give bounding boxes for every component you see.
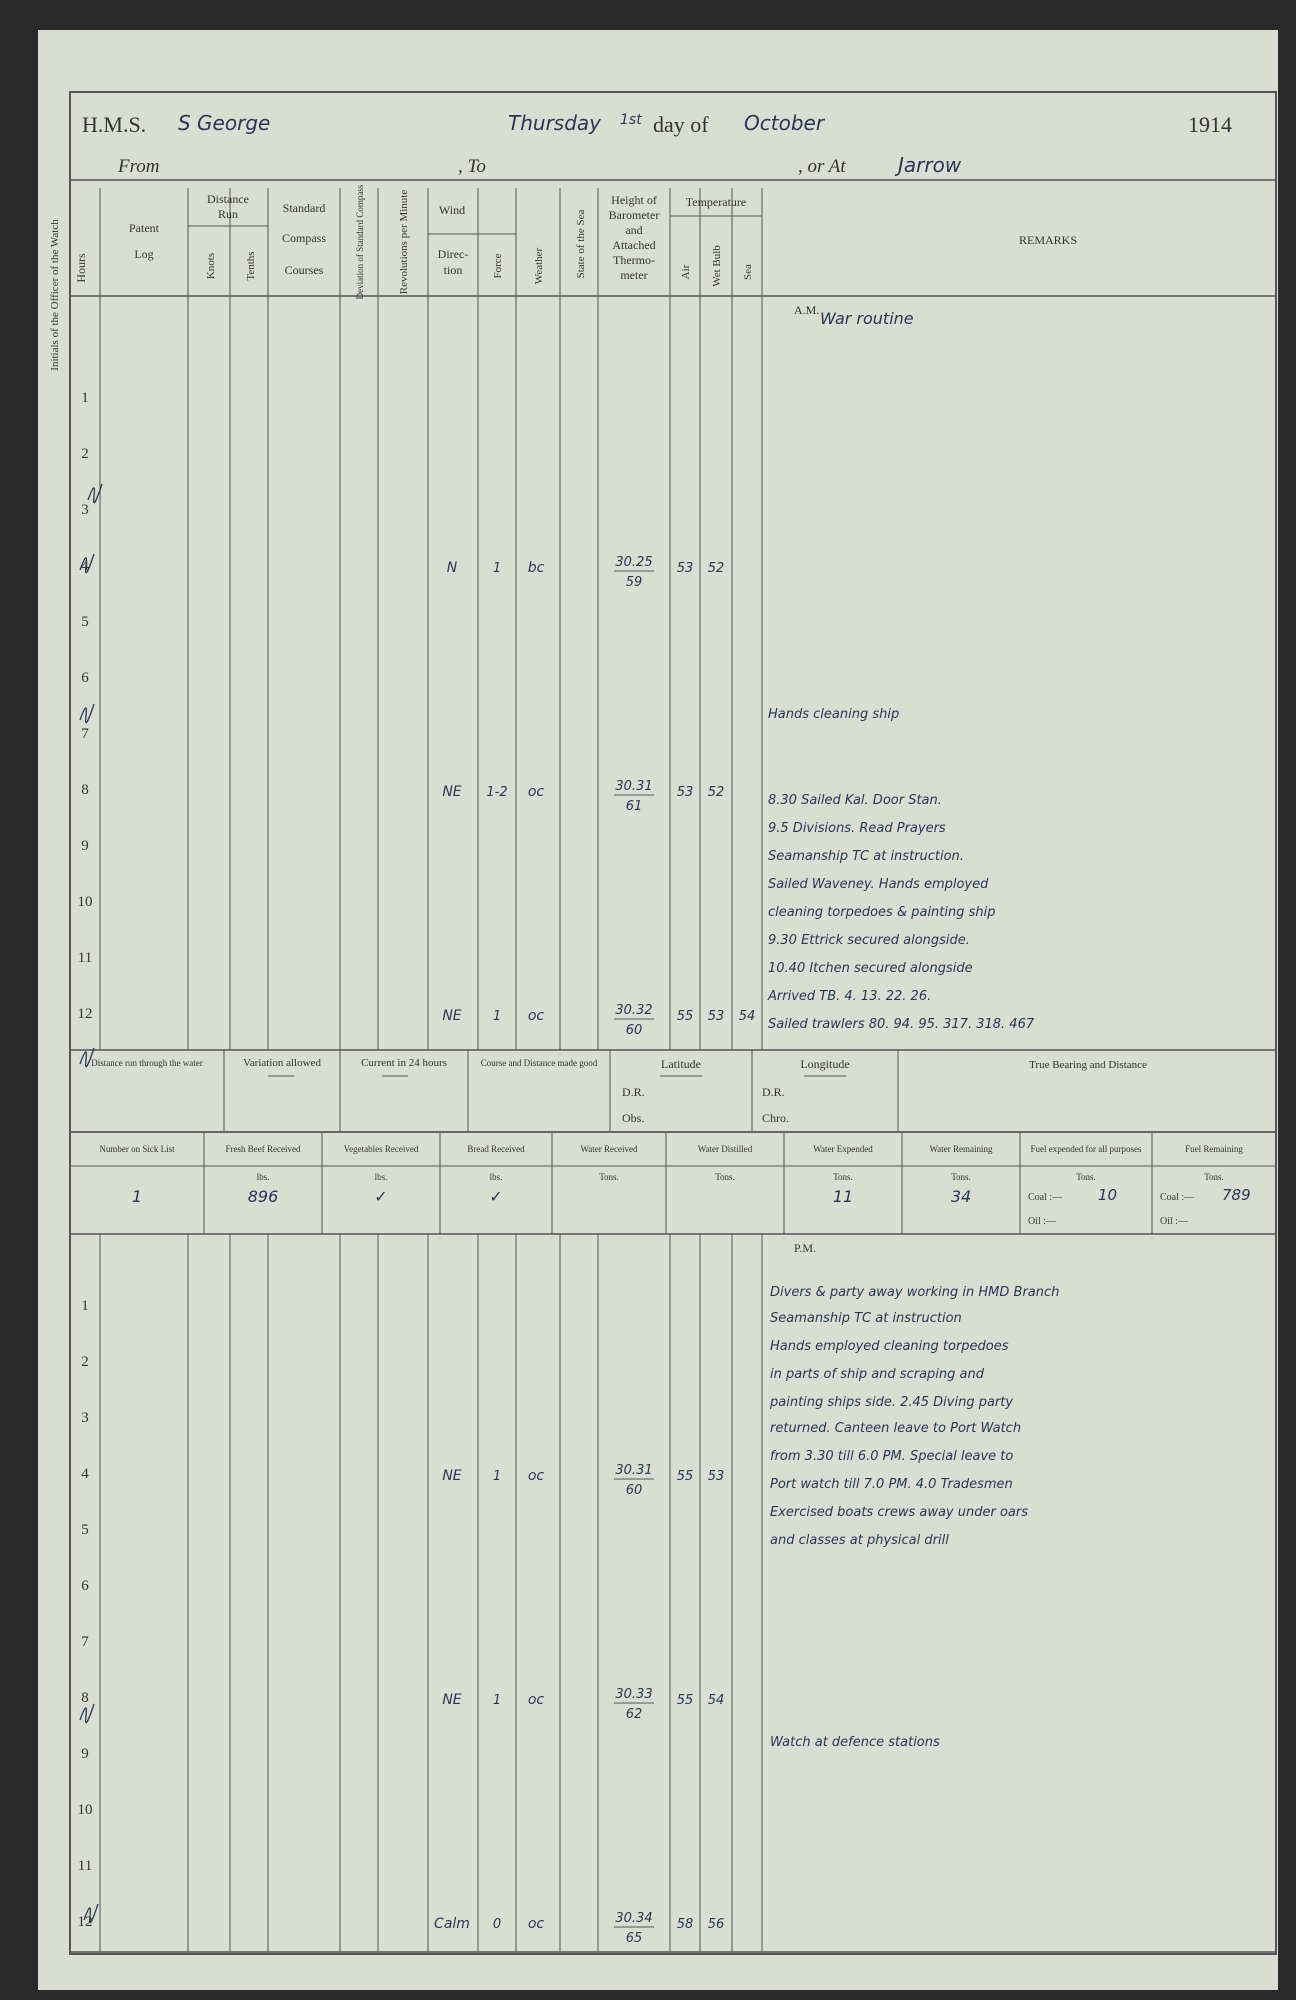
supply-unit: Tons. — [1204, 1172, 1224, 1182]
am-remark-line: 9.30 Ettrick secured alongside. — [768, 933, 970, 948]
log-sheet — [38, 30, 1278, 1990]
attached-thermometer: 60 — [625, 1023, 643, 1038]
lon-chro-label: Chro. — [762, 1111, 789, 1125]
coal-expended: 10 — [1098, 1186, 1118, 1204]
wind-force: 1 — [492, 1009, 502, 1024]
ship-name: S George — [178, 111, 271, 135]
barometer-header: Height of — [611, 193, 657, 207]
supply-header: Water Expended — [813, 1144, 873, 1154]
hour-number: 12 — [77, 1914, 93, 1930]
hour-number: 2 — [81, 1354, 89, 1370]
barometer-reading: 30.33 — [615, 1687, 653, 1702]
hour-number: 6 — [81, 670, 89, 686]
supply-value: ✓ — [374, 1187, 388, 1206]
hour-number: 9 — [81, 1746, 89, 1762]
pm-remark-line: Watch at defence stations — [770, 1735, 940, 1750]
supply-unit: Tons. — [833, 1172, 853, 1182]
air-temp: 55 — [676, 1009, 694, 1024]
wet-bulb-temp: 52 — [707, 561, 725, 576]
wind-direction: NE — [442, 784, 462, 800]
am-remark-line: Seamanship TC at instruction. — [768, 849, 964, 864]
coal-label: Coal :— — [1028, 1192, 1063, 1203]
supply-header: Fuel expended for all purposes — [1030, 1144, 1142, 1154]
weather-code: oc — [527, 1008, 545, 1024]
air-temp: 53 — [676, 561, 694, 576]
weather-code: oc — [527, 1916, 545, 1932]
wind-header: Wind — [438, 203, 466, 217]
hour-number: 9 — [81, 838, 89, 854]
state-sea-header: State of the Sea — [575, 209, 587, 279]
supply-unit: Tons. — [715, 1172, 735, 1182]
weather-header: Weather — [533, 247, 545, 285]
am-remark-line: 10.40 Itchen secured alongside — [768, 961, 973, 976]
wind-force: 1 — [492, 1693, 502, 1708]
wind-force: 1-2 — [486, 785, 508, 800]
oil-label-2: Oil :— — [1160, 1216, 1189, 1227]
wind-direction: NE — [442, 1008, 462, 1024]
barometer-reading: 30.32 — [615, 1003, 653, 1018]
knots-header: Knots — [205, 252, 217, 280]
officer-initials-mark — [80, 704, 94, 723]
hour-number: 8 — [81, 782, 89, 798]
wet-bulb-temp: 54 — [707, 1693, 725, 1708]
direction-header-2: tion — [443, 263, 463, 277]
wind-direction: NE — [442, 1468, 462, 1484]
hour-number: 2 — [81, 446, 89, 462]
attached-thermometer: 61 — [625, 799, 643, 814]
pm-remark-line: returned. Canteen leave to Port Watch — [770, 1421, 1022, 1436]
log-header: Log — [134, 247, 154, 261]
hour-number: 1 — [81, 1298, 89, 1314]
wind-force: 0 — [492, 1917, 502, 1932]
direction-header: Direc- — [437, 247, 469, 261]
air-temp: 55 — [676, 1469, 694, 1484]
coal-label-2: Coal :— — [1160, 1192, 1195, 1203]
air-temp: 58 — [676, 1917, 694, 1932]
sea-temp-header: Sea — [742, 264, 754, 280]
supply-value: 34 — [950, 1187, 972, 1206]
or-at-label: , or At — [798, 156, 846, 177]
supply-value: 1 — [131, 1187, 143, 1206]
barometer-header: Barometer — [608, 208, 660, 222]
wet-bulb-temp: 52 — [707, 785, 725, 800]
supply-header: Vegetables Received — [343, 1144, 419, 1154]
to-label: , To — [458, 156, 486, 177]
hour-number: 11 — [77, 950, 93, 966]
supply-unit: Tons. — [951, 1172, 971, 1182]
day-of-label: day of — [653, 112, 709, 137]
attached-thermometer: 65 — [625, 1931, 643, 1946]
latitude-label: Latitude — [661, 1057, 701, 1071]
side-label: Initials of the Officer of the Watch — [49, 219, 61, 371]
standard-header: Standard — [282, 201, 326, 215]
barometer-reading: 30.25 — [615, 555, 653, 570]
hms-label: H.M.S. — [82, 112, 147, 137]
barometer-reading: 30.31 — [615, 779, 653, 794]
hour-number: 10 — [77, 894, 93, 910]
barometer-header: Thermo- — [613, 253, 655, 267]
wind-force: 1 — [492, 561, 502, 576]
location: Jarrow — [898, 153, 962, 177]
supply-header: Fresh Beef Received — [225, 1144, 301, 1154]
supply-unit: Tons. — [1076, 1172, 1096, 1182]
hour-number: 4 — [81, 1466, 89, 1482]
hour-number: 5 — [81, 614, 89, 630]
barometer-reading: 30.34 — [615, 1911, 653, 1926]
course-distance-label: Course and Distance made good — [480, 1058, 598, 1068]
supply-value: ✓ — [489, 1187, 503, 1206]
run-header: Run — [217, 207, 239, 221]
am-remark-line: Hands cleaning ship — [768, 707, 900, 722]
lat-obs-label: Obs. — [622, 1111, 645, 1125]
temperature-header: Temperature — [685, 195, 747, 209]
lon-dr-label: D.R. — [762, 1085, 785, 1099]
deviation-header: Deviation of Standard Compass — [355, 184, 365, 300]
hour-number: 4 — [81, 558, 89, 574]
pm-remark-line: Hands employed cleaning torpedoes — [770, 1339, 1009, 1354]
supply-header: Fuel Remaining — [1185, 1144, 1243, 1154]
air-temp: 53 — [676, 785, 694, 800]
barometer-reading: 30.31 — [615, 1463, 653, 1478]
page-frame — [70, 92, 1276, 1954]
variation-label: Variation allowed — [243, 1057, 321, 1069]
attached-thermometer: 62 — [625, 1707, 643, 1722]
pm-remark-line: Exercised boats crews away under oars — [770, 1505, 1029, 1520]
am-remark-line: 8.30 Sailed Kal. Door Stan. — [768, 793, 942, 808]
weather-code: oc — [527, 1692, 545, 1708]
am-remark-line: 9.5 Divisions. Read Prayers — [768, 821, 946, 836]
force-header: Force — [492, 253, 504, 279]
month: October — [744, 111, 825, 135]
hour-number: 11 — [77, 1858, 93, 1874]
wind-force: 1 — [492, 1469, 502, 1484]
pm-remark-line: Divers & party away working in HMD Branch — [770, 1285, 1060, 1300]
barometer-header: Attached — [612, 238, 656, 252]
pm-remark-line: and classes at physical drill — [770, 1533, 949, 1548]
barometer-header: and — [625, 223, 643, 237]
pm-remark-line: Seamanship TC at instruction — [770, 1311, 962, 1326]
coal-remaining: 789 — [1222, 1186, 1251, 1204]
weather-code: oc — [527, 1468, 545, 1484]
wet-bulb-temp: 53 — [707, 1469, 725, 1484]
attached-thermometer: 60 — [625, 1483, 643, 1498]
hour-number: 10 — [77, 1802, 93, 1818]
hour-number: 12 — [77, 1006, 93, 1022]
supply-header: Number on Sick List — [99, 1144, 175, 1154]
lat-dr-label: D.R. — [622, 1085, 645, 1099]
am-label: A.M. — [794, 303, 820, 317]
am-remark-line: Sailed trawlers 80. 94. 95. 317. 318. 467 — [768, 1017, 1035, 1032]
am-remark-line: Sailed Waveney. Hands employed — [768, 877, 989, 892]
courses-header: Courses — [284, 263, 324, 277]
am-remark-line: Arrived TB. 4. 13. 22. 26. — [768, 989, 932, 1004]
supply-header: Water Received — [580, 1144, 638, 1154]
distance-header: Distance — [207, 192, 249, 206]
supply-value: 896 — [247, 1187, 279, 1206]
day-name: Thursday — [508, 111, 601, 135]
supply-unit: lbs. — [489, 1172, 503, 1182]
pm-remark-line: Port watch till 7.0 PM. 4.0 Tradesmen — [770, 1477, 1013, 1492]
supply-value: 11 — [832, 1187, 854, 1206]
compass-header: Compass — [281, 231, 327, 245]
wet-bulb-header: Wet Bulb — [711, 245, 723, 287]
pm-label: P.M. — [794, 1241, 817, 1255]
barometer-header: meter — [620, 268, 648, 282]
log-page — [38, 30, 1278, 1990]
wind-direction: N — [446, 560, 458, 576]
tenths-header: Tenths — [245, 251, 257, 281]
pm-remark-line: from 3.30 till 6.0 PM. Special leave to — [770, 1449, 1014, 1464]
wet-bulb-temp: 56 — [707, 1917, 725, 1932]
hour-number: 7 — [81, 726, 89, 742]
supply-unit: Tons. — [599, 1172, 619, 1182]
hour-number: 8 — [81, 1690, 89, 1706]
oil-label: Oil :— — [1028, 1216, 1057, 1227]
hour-number: 1 — [81, 390, 89, 406]
hours-header: Hours — [74, 253, 88, 283]
wind-direction: NE — [442, 1692, 462, 1708]
remarks-header: REMARKS — [1018, 233, 1078, 247]
from-label: From — [118, 156, 160, 177]
weather-code: oc — [527, 784, 545, 800]
supply-header: Bread Received — [467, 1144, 525, 1154]
current-label: Current in 24 hours — [361, 1057, 447, 1069]
weather-code: bc — [527, 560, 545, 576]
hour-number: 5 — [81, 1522, 89, 1538]
wet-bulb-temp: 53 — [707, 1009, 725, 1024]
sea-temp: 54 — [738, 1009, 756, 1024]
hour-number: 3 — [81, 1410, 89, 1426]
air-header: Air — [680, 264, 692, 280]
hour-number: 6 — [81, 1578, 89, 1594]
distance-run-label: Distance run through the water — [91, 1058, 203, 1068]
pm-remark-line: painting ships side. 2.45 Diving party — [770, 1395, 1014, 1410]
day-number: 1st — [620, 112, 642, 128]
air-temp: 55 — [676, 1693, 694, 1708]
remark-title: War routine — [820, 309, 914, 328]
revolutions-header: Revolutions per Minute — [398, 189, 410, 295]
attached-thermometer: 59 — [625, 575, 643, 590]
pm-remark-line: in parts of ship and scraping and — [770, 1367, 984, 1382]
patent-header: Patent — [129, 221, 159, 235]
am-remark-line: cleaning torpedoes & painting ship — [768, 905, 996, 920]
year: 1914 — [1188, 112, 1232, 137]
true-bearing-label: True Bearing and Distance — [1029, 1059, 1147, 1071]
wind-direction: Calm — [434, 1916, 470, 1932]
officer-initials-mark — [80, 1704, 94, 1723]
hour-number: 3 — [81, 502, 89, 518]
supply-header: Water Distilled — [697, 1144, 753, 1154]
supply-header: Water Remaining — [929, 1144, 993, 1154]
longitude-label: Longitude — [800, 1057, 850, 1071]
hour-number: 7 — [81, 1634, 89, 1650]
supply-unit: lbs. — [374, 1172, 388, 1182]
supply-unit: lbs. — [256, 1172, 270, 1182]
